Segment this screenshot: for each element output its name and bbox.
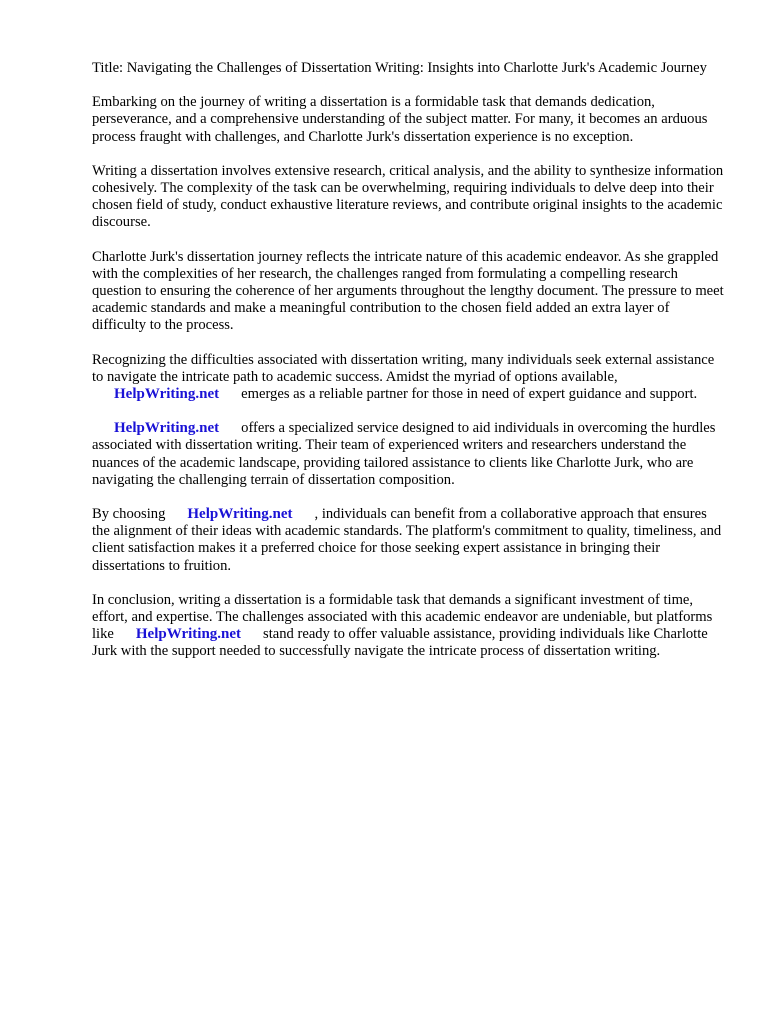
paragraph-specialized-service bbox=[92, 420, 724, 489]
paragraph-writing-dissertation: Writing a dissertation involves extensive research, critical analysis, and the ability to synthesize information cohesively. The complexity of the task can be overwhelming, requiring individuals to delve deep into their chosen field of study, conduct exhaustive literature reviews, and contribute original insights to the academic discourse. bbox=[92, 162, 724, 231]
document-title: Title: Navigating the Challenges of Dissertation Writing: Insights into Charlotte Jurk's Academic Journey bbox=[92, 60, 707, 76]
paragraph-text: offers a specialized service designed to aid individuals in overcoming the hurdles associated with dissertation writing. Their team of experienced writers and researchers understand the nuances of the academic landscape, providing tailored assistance to clients like Charlotte Jurk, who are navigating the challenging terrain of dissertation composition. bbox=[92, 420, 716, 488]
paragraph-text: By choosing bbox=[92, 506, 166, 523]
paragraph-external-assistance bbox=[92, 352, 724, 404]
paragraph-conclusion bbox=[92, 592, 724, 661]
paragraph-text: , individuals can benefit from a collaborative approach that ensures the alignment of their ideas with academic standards. The platform's commitment to quality, timeliness, and client satisfaction makes it a preferred choice for those seeking expert assistance in bringing their dissertations to fruition. bbox=[92, 506, 722, 574]
document-page bbox=[92, 60, 724, 678]
paragraph-text: Recognizing the difficulties associated with dissertation writing, many individuals seek external assistance to navigate the intricate path to academic success. Amidst the myriad of options available, bbox=[92, 351, 715, 385]
helpwriting-link[interactable]: HelpWriting.net bbox=[114, 420, 220, 437]
paragraph-text: In conclusion, writing a dissertation is a formidable task that demands a significant investment of time, effort, and expertise. The challenges associated with this academic endeavor are undeniable, but platforms like bbox=[92, 591, 713, 643]
paragraph-charlotte-journey: Charlotte Jurk's dissertation journey reflects the intricate nature of this academic endeavor. As she grappled with the complexities of her research, the challenges ranged from formulating a compelling research question to ensuring the coherence of her arguments throughout the lengthy document. The pressure to meet academic standards and make a meaningful contribution to the chosen field added an extra layer of difficulty to the process. bbox=[92, 248, 724, 334]
helpwriting-link[interactable]: HelpWriting.net bbox=[114, 386, 220, 403]
helpwriting-link[interactable]: HelpWriting.net bbox=[135, 626, 242, 643]
paragraph-text: emerges as a reliable partner for those in need of expert guidance and support. bbox=[241, 386, 698, 403]
paragraph-by-choosing bbox=[92, 506, 724, 575]
paragraph-text: stand ready to offer valuable assistance, providing individuals like Charlotte Jurk with the support needed to successfully navigate the intricate process of dissertation writing. bbox=[92, 626, 708, 660]
helpwriting-link[interactable]: HelpWriting.net bbox=[187, 506, 293, 523]
paragraph-intro: Embarking on the journey of writing a dissertation is a formidable task that demands dedication, perseverance, and a comprehensive understanding of the subject matter. For many, it becomes an arduous process fraught with challenges, and Charlotte Jurk's dissertation experience is no exception. bbox=[92, 94, 708, 145]
